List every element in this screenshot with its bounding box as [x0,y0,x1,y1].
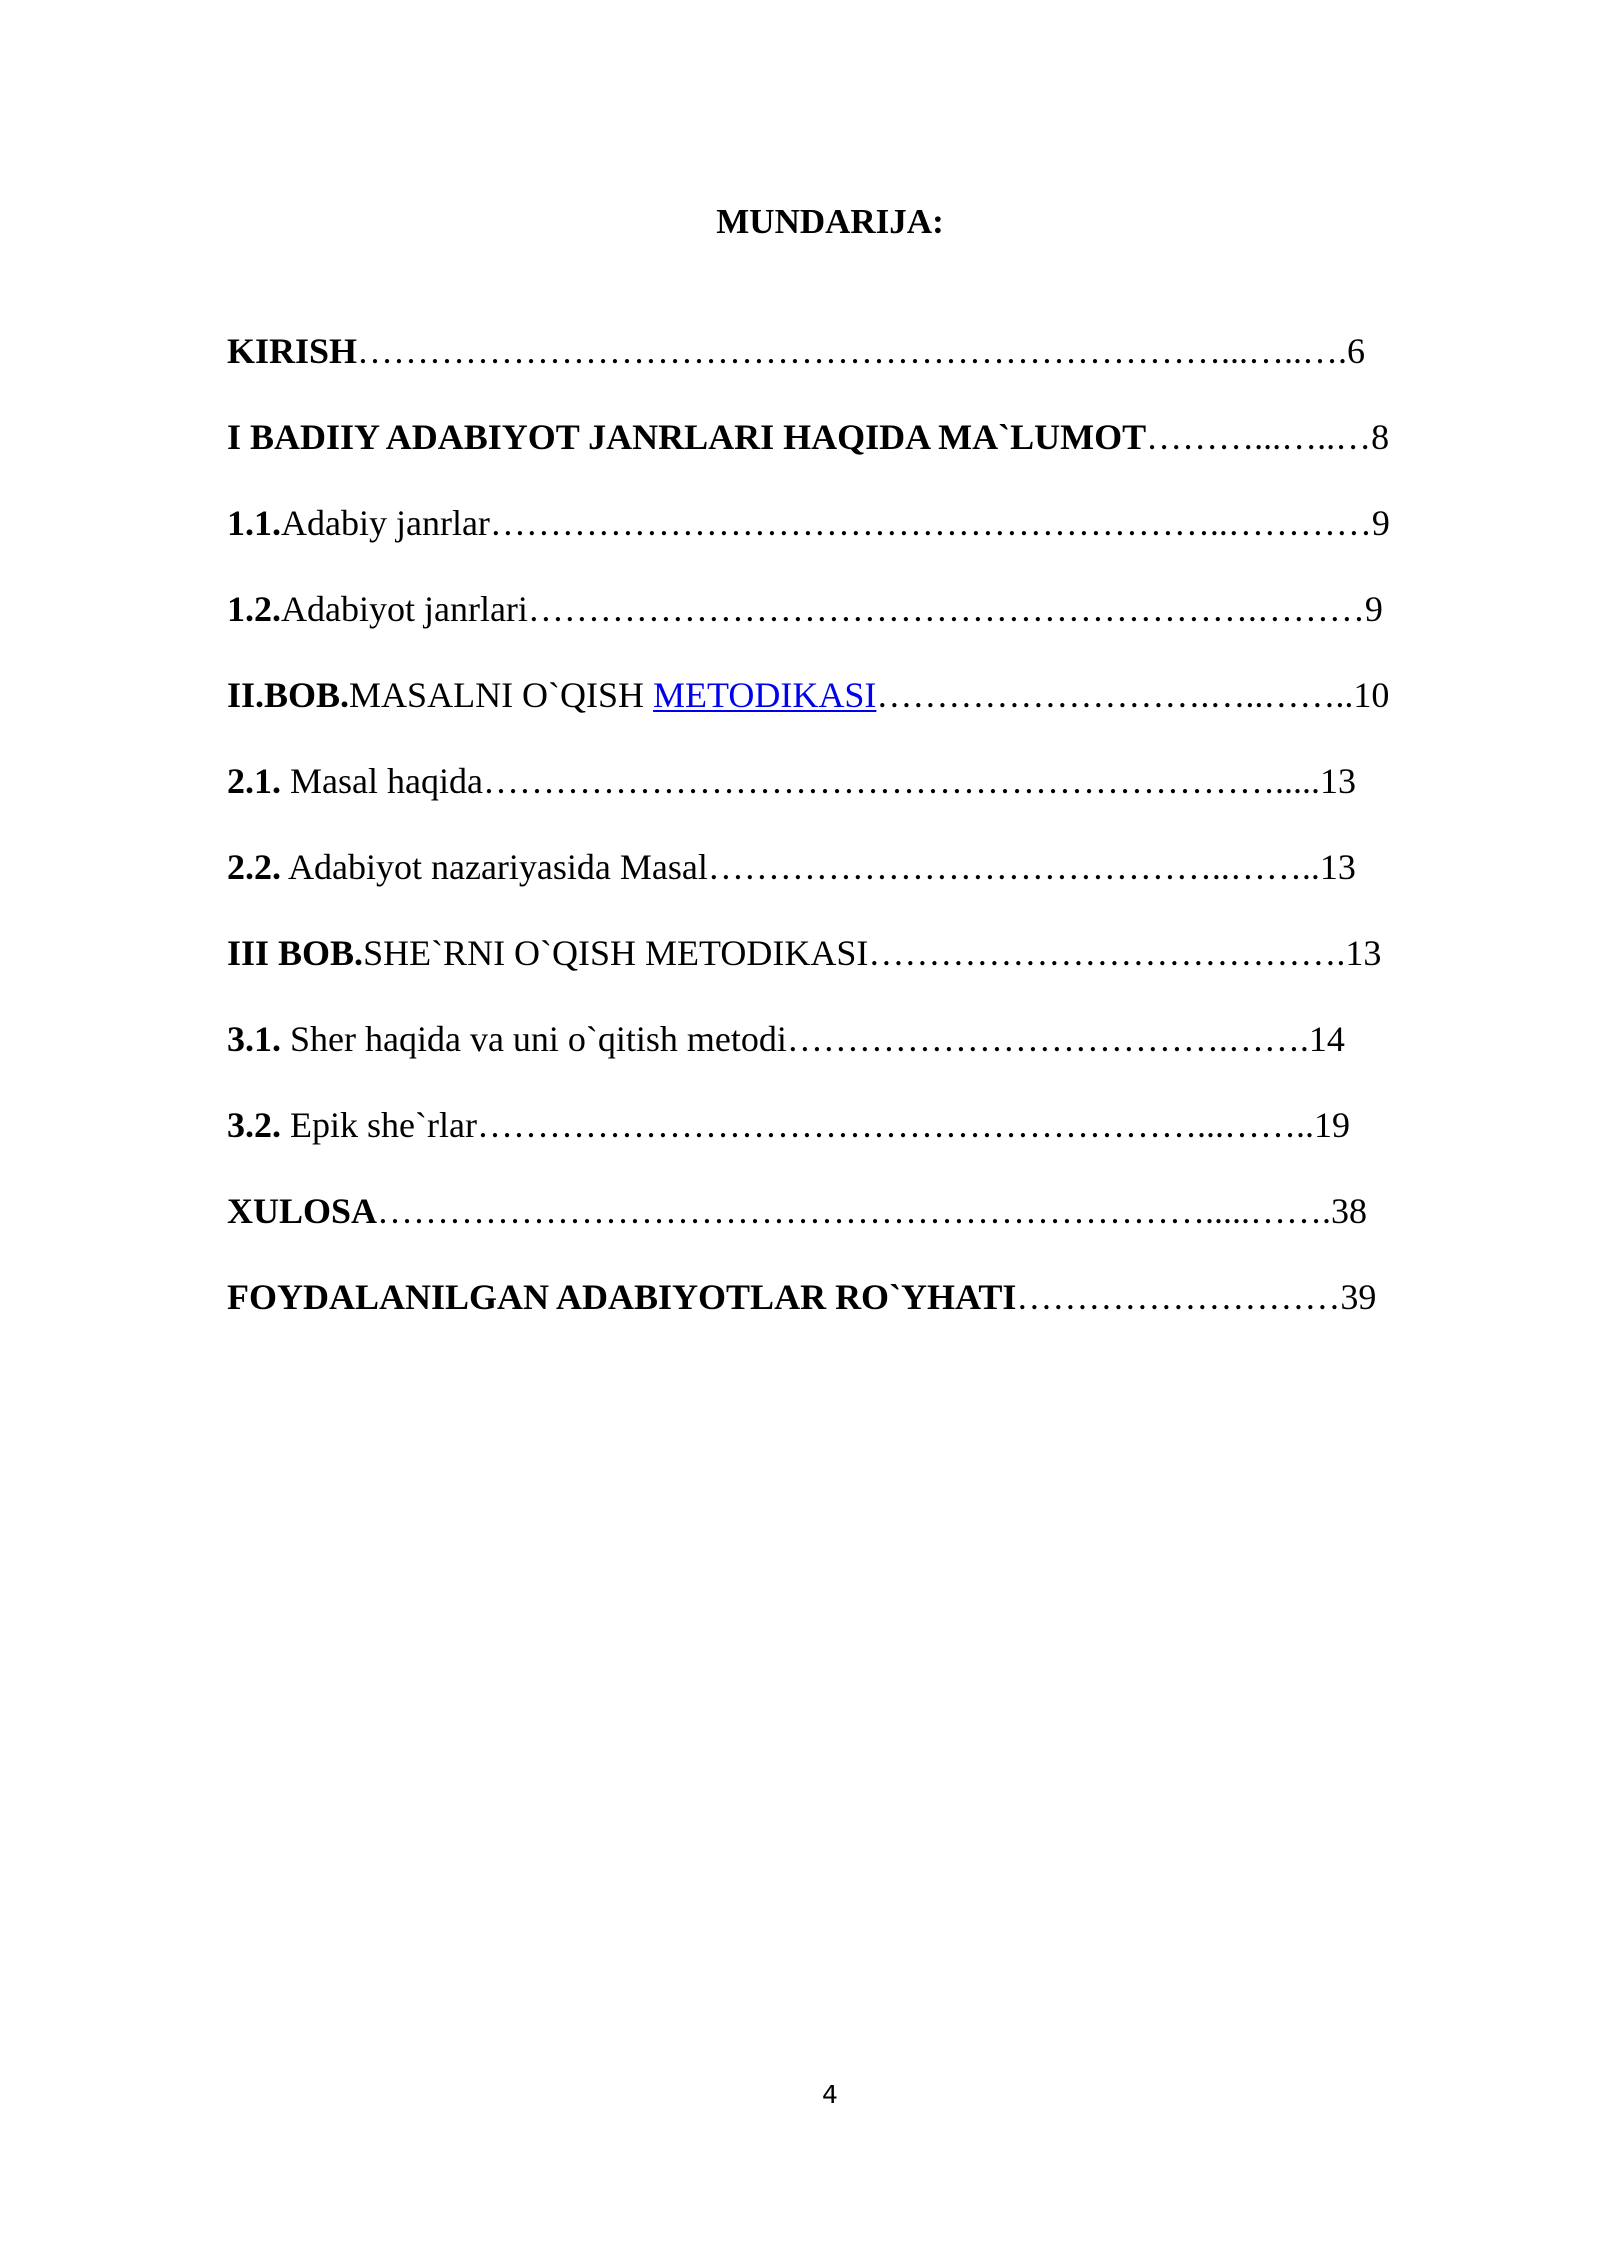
toc-entry-title: Epik she`rlar [281,1105,477,1145]
toc-entry-number: 1.1. [227,503,281,543]
toc-entry-title: Sher haqida va uni o`qitish metodi [281,1019,787,1059]
toc-entry-chapter-3 [227,929,1437,1015]
table-of-contents [227,327,1437,1359]
toc-entry-title: FOYDALANILGAN ADABIYOTLAR RO`YHATI [227,1277,1017,1317]
toc-entry-leader: ……………………………………………………...…….. [476,1105,1314,1145]
toc-entry-number: 2.2. [227,847,281,887]
toc-entry-leader: …………………………………………………………..... [482,761,1320,801]
toc-entry-leader: ………………………………………………………………...…..…. [357,331,1348,371]
toc-entry-leader: ……………………………………………………..………… [489,503,1372,543]
toc-entry-title: Adabiyot nazariyasida Masal [281,847,708,887]
toc-entry-leader: ………...…..… [1146,417,1372,457]
toc-entry-title: I BADIIY ADABIYOT JANRLARI HAQIDA MA`LUMOT [227,417,1147,457]
toc-entry-number: 3.1. [227,1019,281,1059]
toc-entry-title: KIRISH [227,331,358,371]
toc-entry-page: 6 [1347,331,1366,371]
toc-entry-leader: …………………………………. [868,933,1346,973]
toc-entry-leader: …………………………………………………….……… [527,589,1365,629]
toc-entry-bibliography [227,1273,1437,1359]
toc-entry-title: SHE`RNI O`QISH METODIKASI [363,933,869,973]
toc-entry-page: 13 [1345,933,1382,973]
toc-entry-number: 3.2. [227,1105,281,1145]
toc-entry-page: 14 [1308,1019,1345,1059]
toc-entry-kirish [227,327,1437,413]
toc-entry-leader: ……………………….…..…….. [876,675,1354,715]
toc-entry-page: 10 [1353,675,1390,715]
toc-entry-leader: …………………………………………………………….....……. [377,1191,1332,1231]
toc-entry-page: 9 [1364,589,1383,629]
toc-entry-section-3-2 [227,1101,1437,1187]
toc-entry-page: 9 [1371,503,1390,543]
toc-entry-page: 13 [1319,847,1356,887]
toc-entry-page: 8 [1371,417,1390,457]
toc-entry-title: MASALNI O`QISH [349,675,654,715]
toc-entry-title: Masal haqida [281,761,483,801]
toc-entry-number: 2.1. [227,761,281,801]
toc-entry-title: Adabiy janrlar [281,503,490,543]
page-title: MUNDARIJA: [716,202,944,241]
toc-entry-page: 13 [1319,761,1356,801]
page-number: 4 [822,2080,838,2109]
toc-entry-chapter-2 [227,671,1437,757]
toc-entry-leader: ……………………………………..…….. [707,847,1320,887]
toc-entry-section-1-1 [227,499,1437,585]
toc-entry-title: XULOSA [227,1191,378,1231]
toc-entry-number: III BOB. [227,933,364,973]
toc-entry-leader: ……………………………….……. [786,1019,1309,1059]
toc-entry-page: 39 [1340,1277,1377,1317]
toc-entry-leader: ……………………… [1016,1277,1341,1317]
toc-entry-section-1-2 [227,585,1437,671]
toc-entry-chapter-1 [227,413,1437,499]
toc-entry-number: II.BOB. [227,675,350,715]
toc-entry-xulosa [227,1187,1437,1273]
toc-entry-page: 38 [1331,1191,1368,1231]
toc-entry-title: Adabiyot janrlari [281,589,528,629]
toc-entry-section-3-1 [227,1015,1437,1101]
toc-entry-link[interactable]: METODIKASI [653,675,877,715]
toc-entry-section-2-2 [227,843,1437,929]
toc-entry-section-2-1 [227,757,1437,843]
toc-entry-page: 19 [1313,1105,1350,1145]
toc-entry-number: 1.2. [227,589,281,629]
